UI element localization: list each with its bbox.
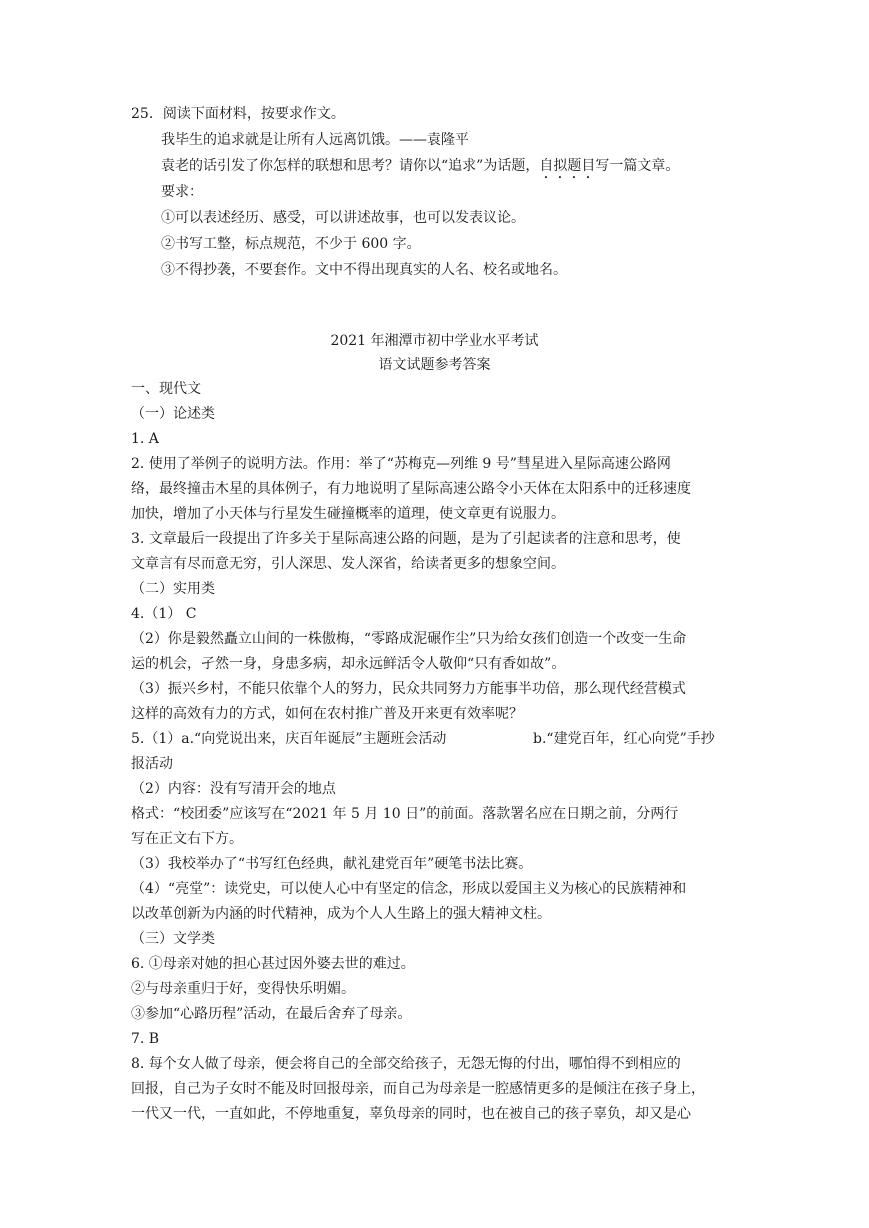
requirement-3: ③不得抄袭，不要套作。文中不得出现真实的人名、校名或地名。 — [161, 262, 567, 278]
answer-5-2: （2）内容：没有写清开会的地点 — [131, 781, 336, 797]
requirement-2: ②书写工整，标点规范，不少于 600 字。 — [161, 236, 421, 252]
answer-6-3: ③参加“心路历程”活动，在最后舍弃了母亲。 — [131, 1006, 412, 1022]
question-25-quote: 我毕生的追求就是让所有人远离饥饿。——袁隆平 — [161, 132, 469, 148]
subsection-heading: （三）文学类 — [131, 931, 215, 947]
subsection-heading: （一）论述类 — [131, 406, 215, 422]
emphasized-topic-text: 自拟题目 — [539, 158, 596, 174]
answer-5-format-line: 写在正文右下方。 — [131, 831, 243, 847]
question-25-prompt — [161, 156, 679, 182]
answer-4-3-line: （3）振兴乡村，不能只依靠个人的努力，民众共同努力方能事半功倍，那么现代经营模式 — [131, 681, 686, 697]
answer-2-line: 络，最终撞击木星的具体例子，有力地说明了星际高速公路令小天体在太阳系中的迁移速度 — [131, 481, 691, 497]
requirements-heading: 要求： — [161, 184, 203, 200]
answer-key-title: 2021 年湘潭市初中学业水平考试 — [330, 333, 539, 349]
answer-2-line: 加快，增加了小天体与行星发生碰撞概率的道理，使文章更有说服力。 — [131, 506, 565, 522]
answer-6-2: ②与母亲重归于好，变得快乐明媚。 — [131, 981, 355, 997]
answer-7: 7. B — [131, 1031, 160, 1047]
answer-3-line: 3. 文章最后一段提出了许多关于星际高速公路的问题，是为了引起读者的注意和思考，使 — [131, 531, 681, 547]
subsection-heading: （二）实用类 — [131, 581, 215, 597]
answer-8-line: 8. 每个女人做了母亲，便会将自己的全部交给孩子，无怨无悔的付出，哪怕得不到相应的 — [131, 1056, 681, 1072]
prompt-part-a: 袁老的话引发了你怎样的联想和思考？请你以“追求”为话题， — [161, 158, 540, 174]
answer-5-format-line: 格式：“校团委”应该写在“2021 年 5 月 10 日”的前面。落款署名应在日期之前，分两行 — [131, 806, 679, 822]
answer-5-3: （3）我校举办了“书写红色经典，献礼建党百年”硬笔书法比赛。 — [131, 856, 533, 872]
answer-5-4-line: 以改革创新为内涵的时代精神，成为个人人生路上的强大精神文柱。 — [131, 906, 551, 922]
answer-6-1: 6. ①母亲对她的担心甚过因外婆去世的难过。 — [131, 956, 415, 972]
section-heading: 一、现代文 — [131, 381, 201, 397]
answer-4-2-line: 运的机会，孑然一身，身患多病，却永远鲜活令人敬仰“只有香如故”。 — [131, 656, 566, 672]
answer-4-3-line: 这样的高效有力的方式，如何在农村推广普及开来更有效率呢？ — [131, 706, 523, 722]
question-25-title: 25．阅读下面材料，按要求作文。 — [131, 106, 345, 122]
answer-4-1: 4.（1） C — [131, 606, 197, 622]
answer-8-line: 回报，自己为子女时不能及时回报母亲，而自己为母亲是一腔感情更多的是倾注在孩子身上， — [131, 1081, 705, 1097]
answer-5-1-a: 5.（1）a.“向党说出来，庆百年诞辰”主题班会活动 — [131, 731, 447, 747]
answer-8-line: 一代又一代，一直如此，不停地重复，辜负母亲的同时，也在被自己的孩子辜负，却又是心 — [131, 1106, 691, 1122]
answer-4-2-line: （2）你是毅然矗立山间的一株傲梅，“零路成泥碾作尘”只为给女孩们创造一个改变一生命 — [131, 631, 687, 647]
answer-5-4-line: （4）“亮堂”：读党史，可以使人心中有坚定的信念，形成以爱国主义为核心的民族精神和 — [131, 881, 687, 897]
answer-5-1-c: 报活动 — [131, 756, 173, 772]
answer-2-line: 2. 使用了举例子的说明方法。作用：举了“苏梅克—列维 9 号”彗星进入星际高速公路网 — [131, 456, 671, 472]
answer-5-1-b: b.“建党百年，红心向党”手抄 — [533, 731, 715, 747]
answer-3-line: 文章言有尽而意无穷，引人深思、发人深省，给读者更多的想象空间。 — [131, 556, 565, 572]
requirement-1: ①可以表述经历、感受，可以讲述故事，也可以发表议论。 — [161, 210, 525, 226]
answer-1: 1. A — [131, 431, 159, 447]
prompt-part-b: 写一篇文章。 — [595, 158, 680, 174]
answer-key-subtitle: 语文试题参考答案 — [378, 357, 491, 373]
